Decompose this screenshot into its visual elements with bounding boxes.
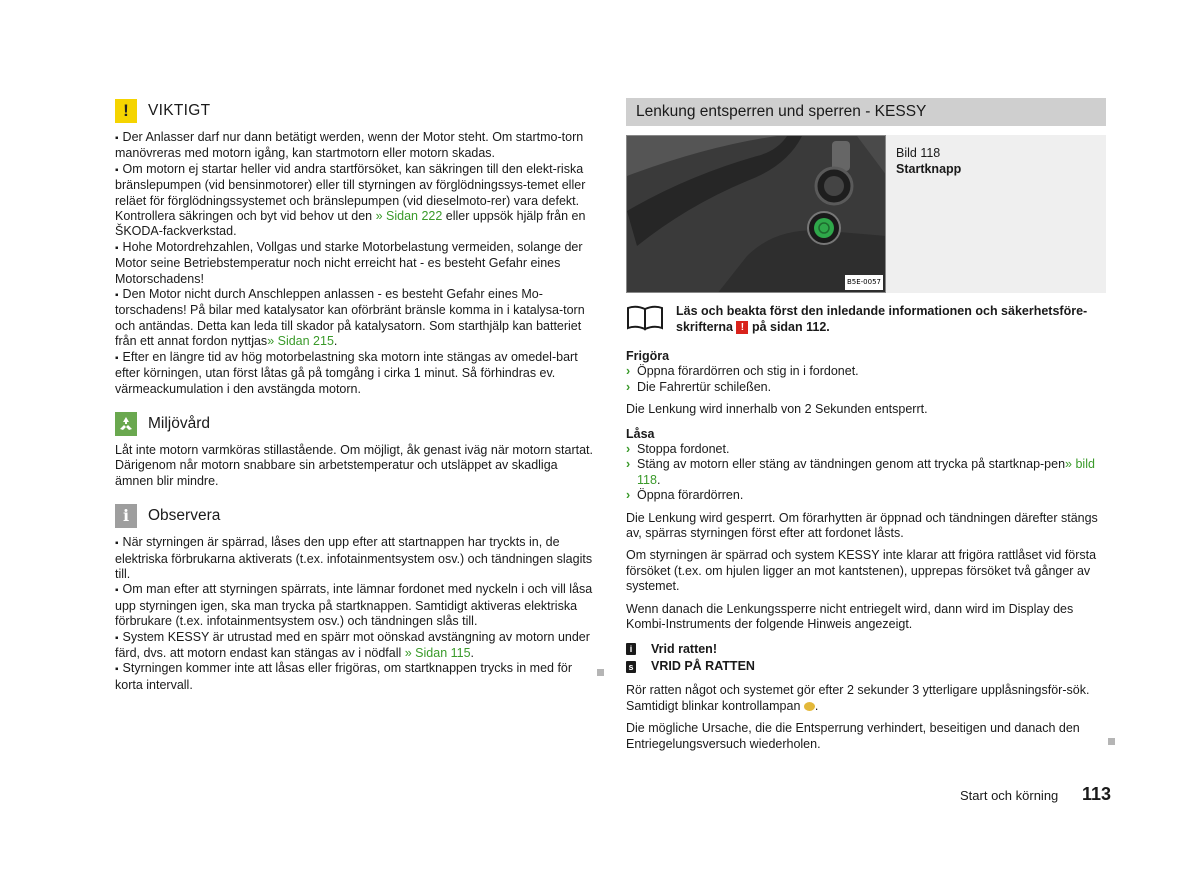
warning-bullet: ▪ Hohe Motordrehzahlen, Vollgas und starke Motorbelastung vermeiden, solange der Motor seine Betriebstemperatur noch nicht erreicht hat - es besteht Gefahr eines Motorschadens! <box>115 240 593 287</box>
read-first-note <box>626 303 1106 335</box>
page-number: 113 <box>1082 784 1112 804</box>
steering-lock-lamp-icon <box>804 702 815 711</box>
lock-result: Die Lenkung wird gesperrt. Om förarhytten är öppnad och tändningen därefter stängs av, spärras styrningen först efter att fordonet låsts. <box>626 510 1098 541</box>
figure-118 <box>626 135 1106 293</box>
display-type-2-icon: s <box>626 661 636 673</box>
warning-bullet: ▪ Efter en längre tid av hög motorbelastning ska motorn inte stängas av omedel-bart efter körningen, utan först låtas gå på tomgång i cirka 1 minut. Så förhindras ev. värmeackumulation i den avstängda motorn. <box>115 350 593 397</box>
chevron-right-icon: › <box>626 488 631 503</box>
exclamation-warning-icon: ! <box>115 99 137 123</box>
warning-mini-icon: ! <box>736 321 748 334</box>
retry-paragraph: Om styrningen är spärrad och system KESSY inte klarar att frigöra rattlåset vid första försöket (t.ex. om hjulen ligger an mot kantstenen), upprepas försöket två gånger av systemet. <box>626 548 1097 594</box>
note-notice <box>115 503 593 693</box>
read-first-text: Läs och beakta först den inledande informationen och säkerhetsföre-skrifterna ! på sidan 112. <box>676 304 1088 334</box>
start-button-photo <box>626 135 886 293</box>
warning-bullet: ▪ Der Anlasser darf nur dann betätigt werden, wenn der Motor steht. Om startmo-torn manövreras med motorn igång, kan startmotorn eller motorn skadas. <box>115 130 593 162</box>
warning-header <box>115 98 593 124</box>
environment-icon <box>115 412 137 436</box>
figure-caption-text: Startknapp <box>896 162 962 176</box>
figure-label: Bild 118 <box>896 146 941 160</box>
chevron-right-icon: › <box>626 364 631 379</box>
figure-code: B5E-0057 <box>845 275 883 290</box>
lock-step: › Stoppa fordonet. <box>626 442 730 457</box>
environment-header <box>115 411 593 437</box>
warning-bullet: ▪ Om motorn ej startar heller vid andra startförsöket, kan säkringen till den elekt-riska bränslepumpen (vid bensinmotorer) eller till styrningen av förglödningssys-temet eller reläet för förglödningssystemet och bränslepumpen (vid dieselmoto-rer) vara defekt. Kontrollera säkringen och byt vid behov ut den » Sidan 222 eller uppsök hjälp från en ŠKODA-fackverkstad. <box>115 162 593 240</box>
display-message: i Vrid ratten! <box>626 642 1106 657</box>
warning-notice <box>115 98 593 397</box>
display-type-1-icon: i <box>626 643 636 655</box>
environment-notice <box>115 411 593 489</box>
chevron-right-icon: › <box>626 442 631 457</box>
note-header <box>115 503 593 529</box>
section-end-marker <box>597 669 604 676</box>
page-link-222[interactable]: » Sidan 222 <box>375 209 443 224</box>
display-message: s VRID PÅ RATTEN <box>626 659 1106 674</box>
right-column <box>626 98 1106 752</box>
page-link-115[interactable]: » Sidan 115 <box>404 645 471 660</box>
warning-title: VIKTIGT <box>148 102 211 120</box>
note-bullet: ▪ När styrningen är spärrad, låses den upp efter att startnappen har tryckts in, de elektriska förbrukarna aktiverats (t.ex. infotainmentsystem osv.) och tändningen slagits till. <box>115 535 593 582</box>
environment-title: Miljövård <box>148 415 211 433</box>
book-icon <box>626 303 664 331</box>
info-icon: i <box>115 504 137 528</box>
lock-step: › Stäng av motorn eller stäng av tändningen genom att trycka på startknap-pen» bild 118. <box>626 457 1095 487</box>
figure-caption <box>886 135 1106 293</box>
chevron-right-icon: › <box>626 457 631 472</box>
note-bullet: ▪ Om man efter att styrningen spärrats, inte lämnar fordonet med nyckeln i och vill låsa upp styrningen igen, ska man trycka på startknappen. Samtidigt aktiveras elektriska förbrukare (t.ex. infotainmentsystem osv.) och tändningen slås till. <box>115 582 593 629</box>
note-title: Observera <box>148 507 221 525</box>
environment-text: Låt inte motorn varmköras stillastående. Om möjligt, åk genast iväg när motorn startat. Därigenom når motorn snabbare sin arbetstemperatur och utsläppet av skadliga ämnen blir mindre. <box>115 442 593 488</box>
lock-heading: Låsa <box>626 426 655 441</box>
left-column <box>115 98 593 707</box>
display-paragraph: Wenn danach die Lenkungssperre nicht entriegelt wird, dann wird im Display des Kombi-Instruments der folgende Hinweis angezeigt. <box>626 601 1074 632</box>
chevron-right-icon: › <box>626 379 631 394</box>
warning-bullet: ▪ Den Motor nicht durch Anschleppen anlassen - es besteht Gefahr eines Mo-torschadens! På bilar med katalysator kan oförbränt bränsle komma in i katalysa-torn och antändas. Detta kan leda till skador på katalysatorn. Som starthjälp kan batteriet från ett annat fordon nyttjas» Sidan 215. <box>115 287 593 350</box>
section-title: Lenkung entsperren und sperren - KESSY <box>626 98 1106 126</box>
cause-paragraph: Die mögliche Ursache, die die Entsperrung verhindert, beseitigen und danach den Entriegelungsversuch wiederholen. <box>626 721 1080 751</box>
unlock-result: Die Lenkung wird innerhalb von 2 Sekunden entsperrt. <box>626 402 928 417</box>
note-bullet: ▪ System KESSY är utrustad med en spärr mot oönskad avstängning av motorn under färd, dvs. att motorn endast kan stängas av i nödfall » Sidan 115. <box>115 630 593 662</box>
note-bullet: ▪ Styrningen kommer inte att låsas eller frigöras, om startknappen trycks in med för korta intervall. <box>115 661 593 693</box>
turn-wheel-paragraph: Rör ratten något och systemet gör efter 2 sekunder 3 ytterligare upplåsningsför-sök. Samtidigt blinkar kontrollampan . <box>626 683 1090 713</box>
footer-section-title: Start och körning <box>960 788 1059 803</box>
unlock-step: › Die Fahrertür schileßen. <box>626 379 772 394</box>
page-link-215[interactable]: » Sidan 215 <box>267 334 334 349</box>
unlock-heading: Frigöra <box>626 349 670 363</box>
unlock-step: › Öppna förardörren och stig in i fordonet. <box>626 364 859 379</box>
figure-link-118[interactable]: » bild 118 <box>637 457 1095 487</box>
lock-step: › Öppna förardörren. <box>626 488 744 503</box>
section-end-marker <box>1108 738 1115 745</box>
